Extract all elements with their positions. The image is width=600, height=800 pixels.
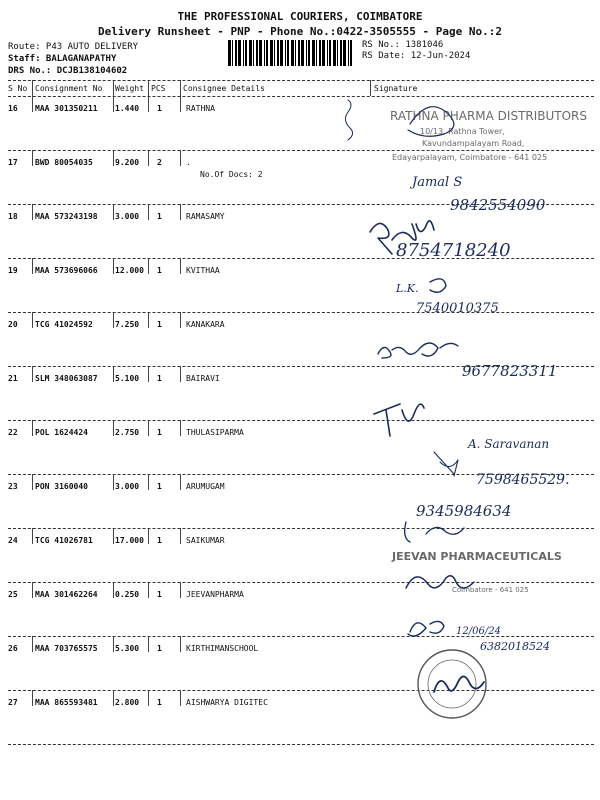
barcode-bar (306, 40, 307, 66)
cell-consignee: KIRTHIMANSCHOOL (186, 644, 259, 653)
column-divider (180, 366, 181, 382)
cell-consignee: . (186, 158, 191, 167)
barcode-image (228, 40, 356, 66)
cell-consignee: BAIRAVI (186, 374, 220, 383)
column-divider (180, 150, 181, 166)
cell-consignee: SAIKUMAR (186, 536, 225, 545)
stamp1-line2: Kavundampalayam Road, (422, 139, 525, 148)
column-divider (180, 636, 181, 652)
barcode-bar (256, 40, 258, 66)
cell-sno: 18 (8, 212, 18, 221)
header-rule-top (8, 80, 594, 81)
column-divider (32, 474, 33, 490)
cell-weight: 17.000 (115, 536, 144, 545)
sig21-scribble (378, 343, 458, 358)
barcode-bar (291, 40, 294, 66)
cell-weight: 5.300 (115, 644, 140, 653)
cell-consignee: JEEVANPHARMA (186, 590, 244, 599)
barcode-bar (232, 40, 233, 66)
column-divider (113, 204, 114, 220)
column-divider (148, 366, 149, 382)
barcode-bar (249, 40, 252, 66)
barcode-bar (312, 40, 315, 66)
column-divider (113, 80, 114, 96)
cell-pcs: 1 (157, 590, 162, 599)
cell-consignee: THULASIPARMA (186, 428, 244, 437)
barcode-bar (308, 40, 310, 66)
cell-consignee: KANAKARA (186, 320, 225, 329)
column-divider (148, 80, 149, 96)
sig26-phone: 6382018524 (480, 640, 550, 653)
cell-weight: 1.440 (115, 104, 140, 113)
column-divider (32, 96, 33, 112)
column-divider (180, 474, 181, 490)
sig21-phone: 9677823311 (462, 362, 558, 380)
stamp1-name: RATHNA PHARMA DISTRIBUTORS (390, 109, 588, 123)
column-divider (148, 690, 149, 706)
bracket-mark (345, 100, 352, 140)
staff-label: Staff: BALAGANAPATHY (8, 54, 117, 64)
barcode-bar (277, 40, 279, 66)
cell-pcs: 1 (157, 374, 162, 383)
cell-consignment: MAA 703765575 (35, 644, 98, 653)
column-divider (180, 312, 181, 328)
stamp1-line3: Edayarpalayam, Coimbatore - 641 025 (392, 153, 548, 162)
row-separator (8, 744, 594, 745)
cell-consignment: MAA 301462264 (35, 590, 98, 599)
cell-weight: 2.800 (115, 698, 140, 707)
cell-pcs: 1 (157, 320, 162, 329)
column-header-signature: Signature (374, 84, 418, 93)
column-divider (113, 474, 114, 490)
cell-pcs: 1 (157, 536, 162, 545)
cell-weight: 2.750 (115, 428, 140, 437)
barcode-bar (228, 40, 231, 66)
column-divider (148, 636, 149, 652)
cell-consignment: MAA 865593481 (35, 698, 98, 707)
column-divider (113, 582, 114, 598)
barcode-bar (253, 40, 254, 66)
column-divider (32, 636, 33, 652)
column-divider (32, 80, 33, 96)
cell-pcs: 1 (157, 698, 162, 707)
column-divider (148, 96, 149, 112)
column-divider (148, 420, 149, 436)
barcode-bar (337, 40, 338, 66)
cell-sno: 19 (8, 266, 18, 275)
barcode-bar (287, 40, 289, 66)
cell-consignment: TCG 41024592 (35, 320, 93, 329)
route-label: Route: P43 AUTO DELIVERY (8, 42, 139, 52)
barcode-bar (301, 40, 304, 66)
cell-sno: 26 (8, 644, 18, 653)
column-divider (32, 150, 33, 166)
cell-consignee: KVITHAA (186, 266, 220, 275)
sig24-phone: 9345984634 (416, 502, 512, 520)
sig20-phone: 7540010375 (416, 301, 499, 316)
rathna-stamp (390, 107, 587, 162)
page-subtitle: Delivery Runsheet - PNP - Phone No.:0422-3505555 - Page No.:2 (98, 25, 502, 38)
sig23-name: A. Saravanan (468, 437, 550, 451)
sig23-phone: 7598465529. (476, 472, 570, 488)
cell-note: No.Of Docs: 2 (200, 170, 263, 179)
barcode-bar (245, 40, 247, 66)
column-divider (113, 690, 114, 706)
cell-pcs: 1 (157, 104, 162, 113)
cell-weight: 7.250 (115, 320, 140, 329)
cell-consignment: BWD 80054035 (35, 158, 93, 167)
sig20-name: L.K. (396, 282, 419, 295)
barcode-bar (329, 40, 331, 66)
cell-sno: 27 (8, 698, 18, 707)
cell-sno: 25 (8, 590, 18, 599)
barcode-bar (235, 40, 237, 66)
cell-consignment: MAA 301350211 (35, 104, 98, 113)
column-divider (32, 366, 33, 382)
cell-sno: 24 (8, 536, 18, 545)
column-divider (32, 258, 33, 274)
cell-sno: 23 (8, 482, 18, 491)
barcode-bar (350, 40, 352, 66)
column-divider (32, 420, 33, 436)
sig19-phone: 8754718240 (396, 240, 511, 261)
column-divider (148, 528, 149, 544)
column-divider (148, 258, 149, 274)
column-divider (113, 312, 114, 328)
cell-consignee: AISHWARYA DIGITEC (186, 698, 268, 707)
column-divider (32, 204, 33, 220)
barcode-bar (266, 40, 268, 66)
column-divider (180, 258, 181, 274)
barcode-bar (264, 40, 265, 66)
barcode-bar (327, 40, 328, 66)
column-divider (180, 80, 181, 96)
column-divider (148, 204, 149, 220)
barcode-bar (238, 40, 241, 66)
sig26-date: 12/06/24 (456, 626, 501, 637)
round-seal (418, 650, 486, 718)
cell-consignment: POL 1624424 (35, 428, 88, 437)
cell-sno: 20 (8, 320, 18, 329)
column-header-weight: Weight (115, 84, 144, 93)
cell-weight: 0.250 (115, 590, 140, 599)
cell-consignment: PON 3160040 (35, 482, 88, 491)
barcode-bar (316, 40, 317, 66)
barcode-bar (259, 40, 262, 66)
jeevan-stamp (391, 550, 562, 594)
cell-sno: 16 (8, 104, 18, 113)
cell-pcs: 1 (157, 482, 162, 491)
sig26-scribble (408, 621, 444, 636)
cell-weight: 3.000 (115, 482, 140, 491)
cell-weight: 3.000 (115, 212, 140, 221)
sig20-scribble (430, 279, 446, 292)
column-divider (180, 96, 181, 112)
column-divider (113, 150, 114, 166)
barcode-bar (298, 40, 300, 66)
barcode-bar (322, 40, 325, 66)
column-divider (113, 420, 114, 436)
rs-number: RS No.: 1381046 (362, 40, 444, 50)
cell-consignment: MAA 573696066 (35, 266, 98, 275)
column-header-pcs: PCS (151, 84, 166, 93)
cell-pcs: 2 (157, 158, 162, 167)
cell-sno: 22 (8, 428, 18, 437)
barcode-bar (280, 40, 283, 66)
column-divider (148, 312, 149, 328)
page-title: THE PROFESSIONAL COURIERS, COIMBATORE (177, 10, 423, 23)
cell-consignment: SLM 348063087 (35, 374, 98, 383)
column-divider (148, 150, 149, 166)
cell-pcs: 1 (157, 644, 162, 653)
column-divider (32, 528, 33, 544)
stamp2-name: JEEVAN PHARMACEUTICALS (392, 550, 562, 563)
barcode-bar (343, 40, 346, 66)
column-header-sno: S No (8, 84, 28, 93)
sig18-phone: 9842554090 (450, 196, 546, 214)
barcode-bar (243, 40, 244, 66)
cell-pcs: 1 (157, 428, 162, 437)
column-divider (113, 528, 114, 544)
barcode-bar (270, 40, 273, 66)
column-divider (180, 420, 181, 436)
column-divider (180, 582, 181, 598)
column-divider (180, 690, 181, 706)
column-divider (32, 312, 33, 328)
cell-consignment: MAA 573243198 (35, 212, 98, 221)
column-divider (180, 528, 181, 544)
sig24-scribble (405, 522, 464, 542)
cell-weight: 12.000 (115, 266, 144, 275)
cell-weight: 5.100 (115, 374, 140, 383)
column-divider (113, 96, 114, 112)
sig22-scribble (374, 404, 424, 436)
cell-consignment: TCG 41026781 (35, 536, 93, 545)
stamp1-line1: 10/13, Rathna Tower, (420, 127, 505, 136)
barcode-bar (340, 40, 342, 66)
barcode-bar (274, 40, 275, 66)
cell-weight: 9.200 (115, 158, 140, 167)
sig18-name: Jamal S (412, 175, 463, 190)
column-divider (148, 582, 149, 598)
signature-column (330, 92, 600, 736)
cell-consignee: RATHNA (186, 104, 215, 113)
cell-consignee: RAMASAMY (186, 212, 225, 221)
barcode-bar (348, 40, 349, 66)
barcode-bar (295, 40, 296, 66)
rs-date: RS Date: 12-Jun-2024 (362, 51, 471, 61)
drs-label: DRS No.: DCJB138104602 (8, 66, 128, 76)
cell-pcs: 1 (157, 212, 162, 221)
barcode-bar (333, 40, 336, 66)
stamp2-line: Coimbatore - 641 025 (452, 586, 529, 594)
cell-sno: 17 (8, 158, 18, 167)
cell-consignee: ARUMUGAM (186, 482, 225, 491)
column-divider (148, 474, 149, 490)
cell-sno: 21 (8, 374, 18, 383)
column-divider (32, 690, 33, 706)
column-divider (113, 258, 114, 274)
column-divider (180, 204, 181, 220)
sig27-scribble (434, 676, 484, 692)
column-divider (32, 582, 33, 598)
column-header-consignee: Consignee Details (183, 84, 265, 93)
column-divider (113, 366, 114, 382)
sig23-mark (434, 452, 458, 476)
cell-pcs: 1 (157, 266, 162, 275)
barcode-bar (285, 40, 286, 66)
column-header-consignment: Consignment No (35, 84, 103, 93)
barcode-bar (319, 40, 321, 66)
column-divider (113, 636, 114, 652)
